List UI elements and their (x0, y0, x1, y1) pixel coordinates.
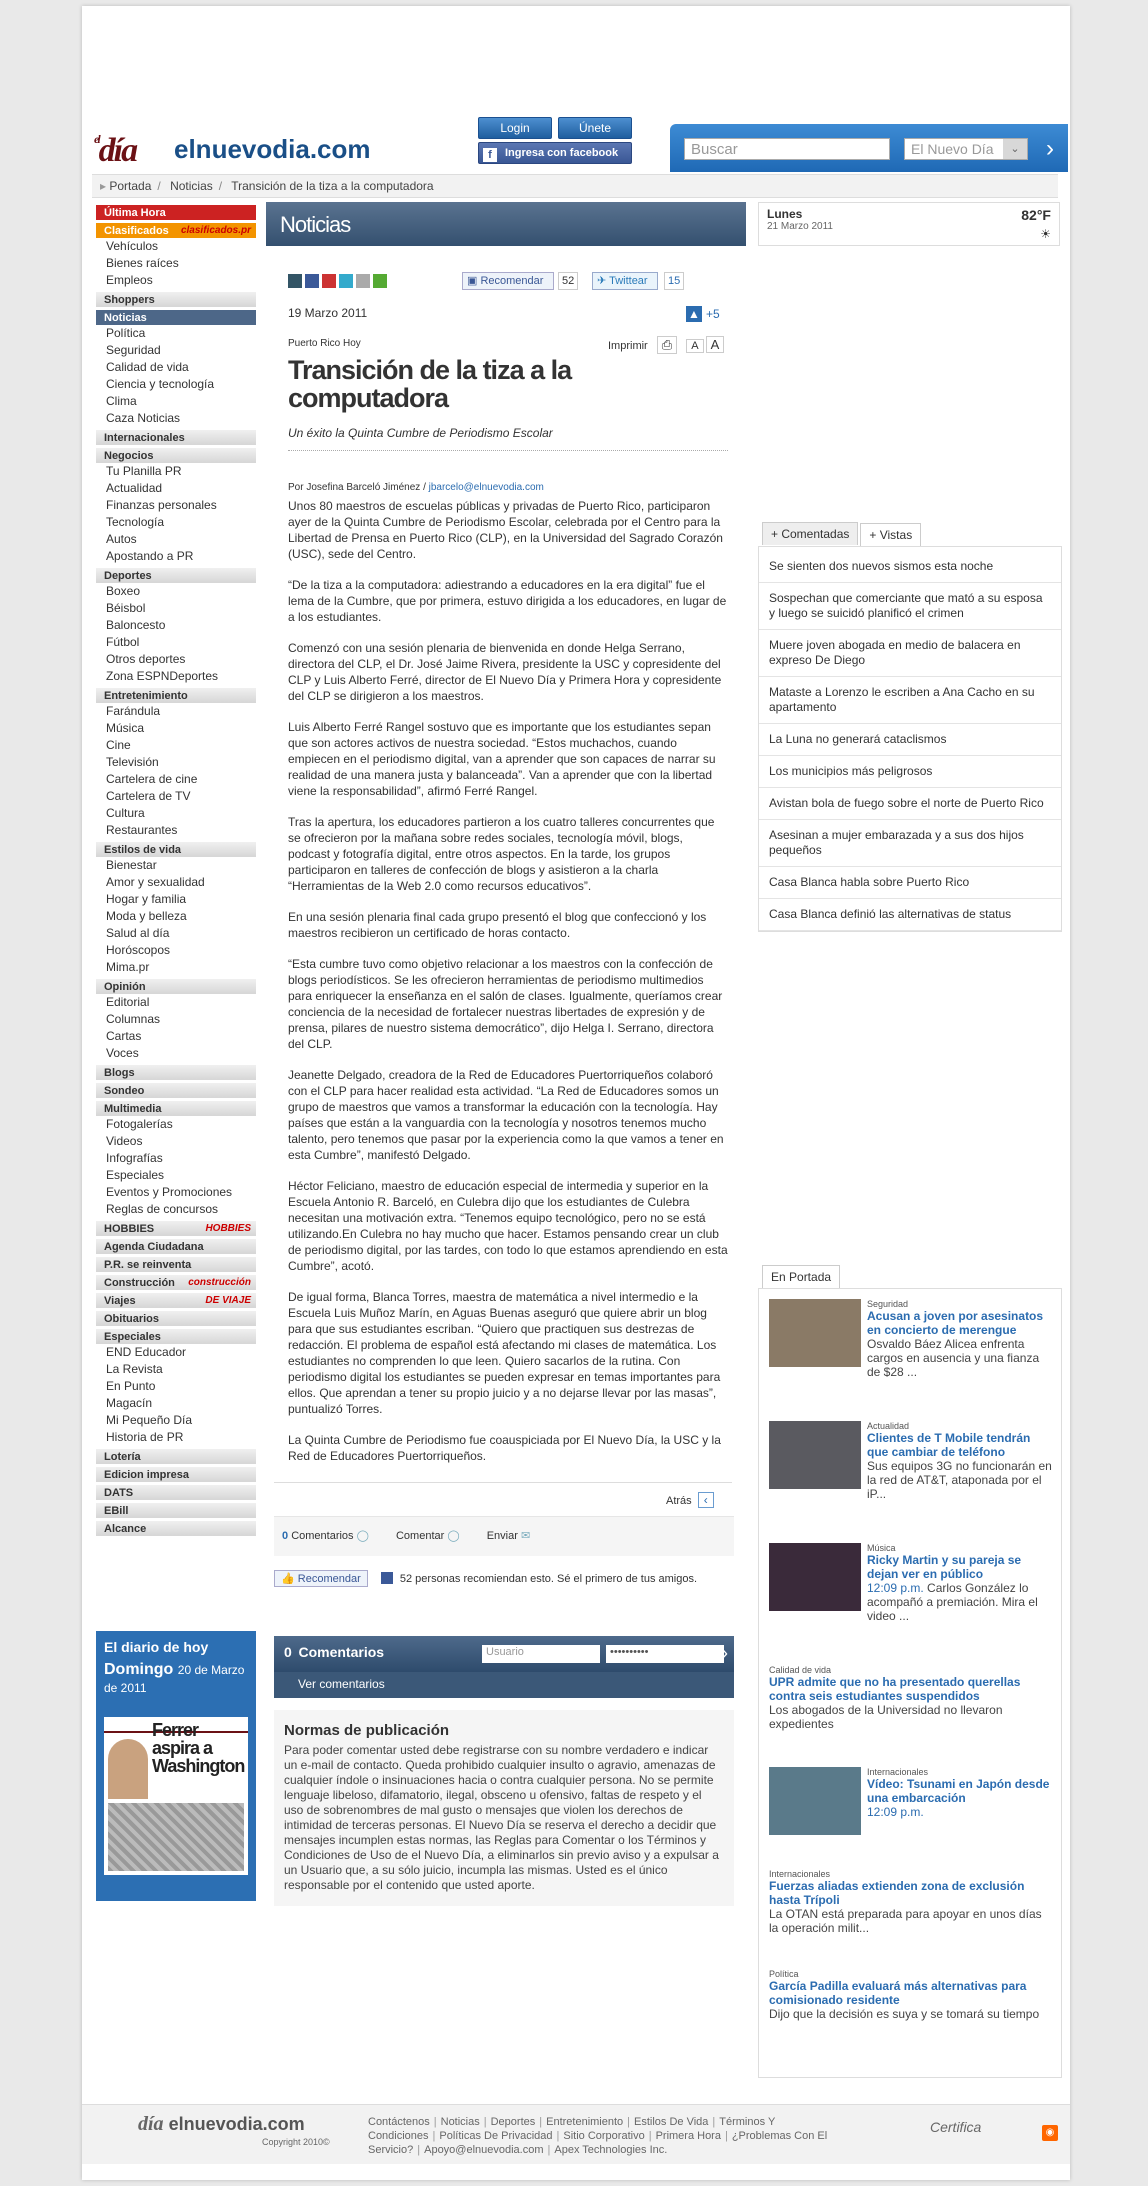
nav-section-13[interactable]: Internacionales (96, 429, 256, 445)
footer-link[interactable]: Estilos De Vida (634, 2116, 709, 2128)
story-thumbnail[interactable] (769, 1543, 861, 1611)
article-title: Transición de la tiza a la computadora (288, 355, 572, 413)
nav-item-46[interactable]: Editorial (106, 995, 150, 1009)
nav-section-74[interactable]: DATS (96, 1484, 256, 1500)
diario-de-hoy-widget[interactable] (96, 1631, 256, 1901)
nav-item-47[interactable]: Columnas (106, 1012, 161, 1026)
facebook-login-label: Ingresa con facebook (505, 147, 619, 159)
nav-item-53[interactable]: Fotogalerías (106, 1117, 173, 1131)
search-submit-icon[interactable]: › (1046, 135, 1054, 162)
article-paragraph: “De la tiza a la computadora: adiestrando a educadores en la era digital” fue el lema de la Cumbre, que por primera, estuvo dirigida a los educadores, en lugar de a los estudiantes. (288, 578, 727, 624)
nav-item-70[interactable]: Mi Pequeño Día (106, 1413, 193, 1427)
footer-link[interactable]: Términos Y Condiciones (368, 2116, 776, 2142)
article-paragraph: De igual forma, Blanca Torres, maestra de matemática a nivel intermedio e la Escuela Luis Muñoz Marín, en Aguas Buenas aseguró que quiere abrir un blog para que sus estudiantes escriban. “Quiero que practiquen sus destrezas de redacción. El problema de español está afectando mi clases de matemática. Los estudiantes no comprenden lo que leen. Quiero sacarlos de la rutina. Con periodismo digital los estudiantes se pueden expresar en temas importantes para ellos. Que aprendan a tener su propio juicio y a no dejarse llevar por las masas”, puntualizó Torres. (288, 1290, 721, 1416)
weather-sun-icon: ☀ (1040, 227, 1051, 241)
nav-section-51[interactable]: Sondeo (96, 1082, 256, 1098)
nav-item-15[interactable]: Tu Planilla PR (106, 464, 182, 478)
story-headline: García Padilla evaluará más alternativas para comisionado residente (769, 1979, 1027, 2007)
article-paragraph: Héctor Feliciano, maestro de educación especial de intermedia y superior en la Escuela Antonio R. Barceló, en Culebra dijo que los estudiantes de Culebra necesitan una motivación extra. “Tenemos equipo tecnológico, pero no se está utilizando.En Culebra no hay mucho que hacer. Estamos pensando crear un club de periodismo digital, por las tardes, con todo lo que estamos aprendiendo en esta Cumbre”, acotó. (288, 1179, 728, 1273)
story-thumbnail[interactable] (769, 1421, 861, 1489)
site-logo[interactable] (94, 128, 484, 168)
story-headline: Vídeo: Tsunami en Japón desde una embarcación (867, 1777, 1050, 1805)
nav-item-27[interactable]: Zona ESPNDeportes (106, 669, 219, 683)
nav-item-31[interactable]: Cine (106, 738, 131, 752)
story-time: 12:09 p.m. (867, 1805, 924, 1819)
divider (274, 1482, 732, 1483)
most-viewed-item[interactable]: Asesinan a mujer embarazada y a sus dos hijos pequeños (759, 820, 1061, 867)
most-viewed-item[interactable]: Sospechan que comerciante que mató a su esposa y luego se suicidó planificó el crimen (759, 583, 1061, 630)
search-input[interactable]: Buscar (684, 138, 890, 160)
like-icon: ▲ (686, 306, 702, 322)
nav-item-44[interactable]: Mima.pr (106, 960, 150, 974)
nav-item-67[interactable]: La Revista (106, 1362, 163, 1376)
byline: Por Josefina Barceló Jiménez / jbarcelo@elnuevodia.com (288, 482, 544, 493)
nav-item-66[interactable]: END Educador (106, 1345, 187, 1359)
facebook-share-icon[interactable] (305, 274, 319, 288)
footer-logo[interactable]: día elnuevodia.com (138, 2113, 305, 2135)
nav-item-22[interactable]: Boxeo (106, 584, 141, 598)
nav-item-55[interactable]: Infografías (106, 1151, 163, 1165)
delicious-icon[interactable] (288, 274, 302, 288)
breadcrumb-portada[interactable]: Portada (109, 179, 152, 193)
nav-item-3[interactable]: Bienes raíces (106, 256, 179, 270)
story-thumbnail[interactable] (769, 1299, 861, 1367)
breadcrumb-noticias[interactable]: Noticias (170, 179, 213, 193)
most-viewed-item[interactable]: Muere joven abogada en medio de balacera en expreso De Diego (759, 630, 1061, 677)
story-headline: UPR admite que no ha presentado querellas contra seis estudiantes suspendidos (769, 1675, 1021, 1703)
story-section: Política (769, 1969, 799, 1979)
footer-link[interactable]: Apex Technologies Inc. (554, 2144, 668, 2156)
story-summary (867, 1805, 1053, 1819)
article-paragraph: Jeanette Delgado, creadora de la Red de Educadores Puertorriqueños colaboró con el CLP para hacer realidad esta actividad. “La Red de Educadores somos un grupo de maestros que vamos a transformar la educación con la tecnología. Hay países que están a la vanguardia con la tecnología y nosotros tenemos mucho talento, pero tenemos que pasar por la experiencia como la que vamos a tener en esta Cumbre”, manifestó Delgado. (288, 1068, 724, 1162)
story-section: Actualidad (867, 1421, 910, 1431)
nav-item-69[interactable]: Magacín (106, 1396, 153, 1410)
print-link[interactable]: Imprimir (608, 340, 648, 352)
comentar-link[interactable]: Comentar ◯ (395, 1530, 460, 1542)
nav-item-20[interactable]: Apostando a PR (106, 549, 194, 563)
nav-item-43[interactable]: Horóscopos (106, 943, 171, 957)
nav-section-62[interactable]: Construcción construcción (96, 1274, 256, 1290)
nav-item-11[interactable]: Clima (106, 394, 137, 408)
certifica-logo: Certifica (930, 2119, 982, 2135)
share-icons (288, 274, 390, 288)
nav-item-38[interactable]: Bienestar (106, 858, 157, 872)
posting-rules (274, 1710, 734, 1906)
nav-item-7[interactable]: Política (106, 326, 146, 340)
most-viewed-item[interactable]: Casa Blanca definió las alternativas de status (759, 899, 1061, 931)
article-source: Puerto Rico Hoy (288, 338, 361, 349)
story-summary: Sus equipos 3G no funcionarán en la red de AT&T, ataponada por el iP... (867, 1459, 1052, 1501)
story-headline: Acusan a joven por asesinatos en concierto de merengue (867, 1309, 1044, 1337)
nav-section-61[interactable]: P.R. se reinventa (96, 1256, 256, 1272)
share-more-icon[interactable] (373, 274, 387, 288)
font-larger-button[interactable]: A (706, 336, 725, 353)
nav-item-68[interactable]: En Punto (106, 1379, 156, 1393)
print-icon[interactable]: ⎙ (657, 336, 677, 354)
section-header: Noticias (266, 202, 746, 246)
most-viewed-list (758, 546, 1062, 932)
nav-item-36[interactable]: Restaurantes (106, 823, 178, 837)
newspaper-cover-image[interactable] (104, 1717, 248, 1875)
diario-title: El diario de hoy (104, 1639, 209, 1655)
search-scope-select[interactable] (904, 138, 1028, 160)
login-button[interactable]: Login (478, 117, 552, 139)
nav-section-14[interactable]: Negocios (96, 447, 256, 463)
most-viewed-item[interactable]: Avistan bola de fuego sobre el norte de Puerto Rico (759, 788, 1061, 820)
footer-link[interactable]: Noticias (440, 2116, 480, 2128)
tab-vistas[interactable]: + Vistas (860, 523, 921, 546)
comments-count: 0 (284, 1644, 292, 1660)
article-paragraph: “Esta cumbre tuvo como objetivo relacionar a los maestros con la confección de blogs periodísticos. Se les ofrecieron herramientas de periodismo multimedios para enriquecer la enseñanza en el salón de clases. Igualmente, queríamos crear conciencia de la necesidad de fortalecer nuestras libertades de expresión y de prensa, pilares de nuestro sistema democrático”, dijo Helga I. Serrano, directora del CLP. (288, 957, 723, 1051)
nav-item-39[interactable]: Amor y sexualidad (106, 875, 205, 889)
nav-item-33[interactable]: Cartelera de cine (106, 772, 198, 786)
nav-item-24[interactable]: Baloncesto (106, 618, 166, 632)
story-headline: Ricky Martin y su pareja se dejan ver en público (867, 1553, 1022, 1581)
mail-icon: ✉ (520, 1530, 531, 1542)
back-button[interactable]: Atrás ‹ (666, 1492, 714, 1508)
nav-item-40[interactable]: Hogar y familia (106, 892, 187, 906)
article-date: 19 Marzo 2011 (288, 306, 368, 320)
nav-item-2[interactable]: Vehículos (106, 239, 159, 253)
nav-item-49[interactable]: Voces (106, 1046, 139, 1060)
nav-item-12[interactable]: Caza Noticias (106, 411, 181, 425)
nav-section-6[interactable]: Noticias (96, 309, 256, 325)
nav-badge: construcción (188, 1277, 251, 1288)
nav-item-9[interactable]: Calidad de vida (106, 360, 189, 374)
nav-item-71[interactable]: Historia de PR (106, 1430, 184, 1444)
article-paragraph: En una sesión plenaria final cada grupo presentó el blog que confeccionó y los maestros recibieron un certificado de horas contacto. (288, 910, 707, 940)
nav-item-8[interactable]: Seguridad (106, 343, 161, 357)
breadcrumb-current: Transición de la tiza a la computadora (231, 179, 434, 193)
author-email[interactable]: jbarcelo@elnuevodia.com (428, 482, 544, 493)
google-icon[interactable] (322, 274, 336, 288)
comment-bubble-icon: ◯ (447, 1530, 460, 1542)
logo-mark: $^{el}$día (94, 132, 137, 169)
nav-item-23[interactable]: Béisbol (106, 601, 146, 615)
nav-badge: DE VIAJE (205, 1295, 251, 1306)
back-arrow-icon: ‹ (698, 1492, 714, 1508)
nav-section-63[interactable]: Viajes DE VIAJE (96, 1292, 256, 1308)
nav-item-57[interactable]: Eventos y Promociones (106, 1185, 233, 1199)
footer-link[interactable]: ¿Problemas Con El Servicio? (368, 2130, 828, 2156)
username-input[interactable]: Usuario (482, 1645, 600, 1663)
nav-section-0[interactable]: Última Hora (96, 204, 256, 220)
most-viewed-item[interactable]: Mataste a Lorenzo le escriben a Ana Cacho en su apartamento (759, 677, 1061, 724)
footer-link[interactable]: Primera Hora (655, 2130, 721, 2142)
article-paragraph: Unos 80 maestros de escuelas públicas y privadas de Puerto Rico, participaron ayer de la Quinta Cumbre de Periodismo Escolar, celebrada por el Centro para la Libertad de Prensa en Puerto Rico (CLP), en la Universidad del Sagrado Corazón (USC), sede del Centro. (288, 499, 723, 561)
facebook-count: 52 (558, 272, 578, 290)
weather-date: 21 Marzo 2011 (767, 221, 833, 232)
story-thumbnail[interactable] (769, 1767, 861, 1835)
footer-links: Contáctenos | Noticias | Deportes | Entretenimiento | Estilos De Vida | Términos Y Condiciones | Políticas De Privacidad | Sitio Corporativo | Primera Hora | ¿Problemas Con El Servicio? | Apoyo@elnuevodia.com | Apex Technologies Inc. (368, 2116, 828, 2156)
nav-section-65[interactable]: Especiales (96, 1328, 256, 1344)
portada-panel (758, 1288, 1062, 2078)
logo-text: elnuevodia.com (174, 134, 371, 164)
footer-link[interactable]: Entretenimiento (546, 2116, 624, 2128)
chevron-down-icon: ⌄ (1003, 139, 1027, 159)
footer-link[interactable]: Contáctenos (368, 2116, 430, 2128)
footer-link[interactable]: Políticas De Privacidad (439, 2130, 553, 2142)
nav-item-58[interactable]: Reglas de concursos (106, 1202, 219, 1216)
weather-day: Lunes (767, 207, 803, 221)
nav-section-72[interactable]: Lotería (96, 1448, 256, 1464)
enviar-link[interactable]: Enviar ✉ (486, 1530, 531, 1542)
nav-item-32[interactable]: Televisión (106, 755, 159, 769)
tab-en-portada[interactable]: En Portada (762, 1265, 840, 1288)
story-summary: Dijo que la decisión es suya y se tomará su tiempo (769, 2007, 1040, 2021)
copyright: Copyright 2010© (262, 2137, 330, 2147)
story-summary: Los abogados de la Universidad no llevaron expedientes (769, 1703, 1003, 1731)
recommend-button[interactable]: 👍 Recomendar (274, 1570, 368, 1587)
nav-section-52[interactable]: Multimedia (96, 1100, 256, 1116)
nav-section-1[interactable]: Clasificados clasificados.pr (96, 222, 256, 238)
nav-item-26[interactable]: Otros deportes (106, 652, 186, 666)
nav-item-17[interactable]: Finanzas personales (106, 498, 217, 512)
posting-rules-title: Normas de publicación (284, 1722, 450, 1739)
facebook-icon (381, 1572, 393, 1584)
nav-section-76[interactable]: Alcance (96, 1520, 256, 1536)
story-headline: Clientes de T Mobile tendrán que cambiar de teléfono (867, 1431, 1031, 1459)
nav-item-25[interactable]: Fútbol (106, 635, 140, 649)
weather-temp: 82°F (1021, 207, 1051, 223)
nav-section-50[interactable]: Blogs (96, 1064, 256, 1080)
article-paragraph: Luis Alberto Ferré Rangel sostuvo que es importante que los estudiantes sepan que son actores activos de nuestra sociedad. “Estos muchachos, cuando empiecen en el periodismo digital, van a aprender que son capaces de narrar su realidad de una manera justa y balanceada”. Van a aprender que con la libertad viene la responsabilidad”, afirmó Ferré Rangel. (288, 720, 716, 798)
plus-one-button[interactable]: ▲ +5 (686, 306, 720, 322)
page (82, 6, 1070, 2180)
nav-item-35[interactable]: Cultura (106, 806, 145, 820)
footer-link[interactable]: Sitio Corporativo (563, 2130, 645, 2142)
nav-item-4[interactable]: Empleos (106, 273, 153, 287)
article-paragraph: La Quinta Cumbre de Periodismo fue coauspiciada por El Nuevo Día, la USC y la Red de Educadores Puertorriqueños. (288, 1433, 721, 1463)
story-headline: Fuerzas aliadas extienden zona de exclusión hasta Trípoli (769, 1879, 1025, 1907)
story-section: Seguridad (867, 1299, 909, 1309)
cover-headline: Ferrer aspira a Washington (152, 1720, 245, 1776)
nav-item-41[interactable]: Moda y belleza (106, 909, 187, 923)
nav-badge: HOBBIES (205, 1223, 251, 1234)
left-nav (96, 202, 256, 1536)
footer (82, 2104, 1070, 2164)
facebook-icon: f (483, 148, 497, 162)
story-section: Internacionales (769, 1869, 831, 1879)
login-arrow-icon[interactable]: › (722, 1643, 728, 1663)
most-viewed-item[interactable]: Los municipios más peligrosos (759, 756, 1061, 788)
most-viewed-item[interactable]: Casa Blanca habla sobre Puerto Rico (759, 867, 1061, 899)
nav-section-75[interactable]: EBill (96, 1502, 256, 1518)
article-subtitle: Un éxito la Quinta Cumbre de Periodismo Escolar (288, 426, 553, 440)
nav-item-56[interactable]: Especiales (106, 1168, 165, 1182)
article-column (266, 202, 746, 1892)
nav-item-18[interactable]: Tecnología (106, 515, 165, 529)
nav-section-59[interactable]: HOBBIES HOBBIES (96, 1220, 256, 1236)
nav-section-28[interactable]: Entretenimiento (96, 687, 256, 703)
story-section: Calidad de vida (769, 1665, 832, 1675)
nav-section-60[interactable]: Agenda Ciudadana (96, 1238, 256, 1254)
recommend-row (274, 1570, 734, 1587)
article-paragraph: Tras la apertura, los educadores partieron a los cuatro talleres concurrentes que se ofrecieron por la mañana sobre redes sociales, tecnología móvil, blogs, podcast y fotografía digital, entre otros aspectos. En la tarde, los grupos participaron en talleres de confección de blogs y asistieron a la charla “Herramientas de la Web 2.0 como recursos educativos”. (288, 815, 715, 893)
posting-rules-text: Para poder comentar usted debe registrarse con su nombre verdadero e indicar un e-mail de contacto. Queda prohibido cualquier insulto o agravio, amenazas de cualquier índole o insinuaciones hacia o contra cualquier persona. No se permite lenguaje libeloso, difamatorio, ilegal, obsceno u ofensivo, faltas de respeto y el uso de sobrenombres de mal gusto o mensajes que violen los derechos de intimidad de terceras personas. El Nuevo Día se reserva el derecho a decidir que mensajes incumplen estas normas, las Reglas para Comentar o los Términos y Condiciones de Uso de el Nuevo Día, a eliminarlos sin previo aviso y a expulsar a un Usuario que, a su sólo juicio, incumpla las mismas. Usted es el único responsable por el contenido que usted aporte. (284, 1743, 719, 1892)
nav-section-45[interactable]: Opinión (96, 978, 256, 994)
facebook-recommend-button[interactable]: ▣ Recomendar (462, 272, 554, 290)
digg-icon[interactable] (356, 274, 370, 288)
most-viewed-item[interactable]: Se sienten dos nuevos sismos esta noche (759, 551, 1061, 583)
font-smaller-button[interactable]: A (686, 339, 703, 353)
nav-item-16[interactable]: Actualidad (106, 481, 163, 495)
article-actions (274, 1516, 734, 1556)
article-paragraph: Comenzó con una sesión plenaria de bienvenida en donde Helga Serrano, directora del CLP, el Dr. José Jaime Rivera, presidente la USC y copresidente del CLP y Luis Alberto Ferré, director de El Nuevo Día y Primera Hora y copresidente del CLP se dirigieron a los maestros. (288, 641, 722, 703)
story-time: 12:09 p.m. (867, 1581, 924, 1595)
facebook-login-button[interactable] (478, 142, 632, 164)
rss-icon[interactable]: ◉ (1042, 2125, 1058, 2141)
nav-section-73[interactable]: Edicion impresa (96, 1466, 256, 1482)
print-tools (608, 336, 724, 354)
nav-item-48[interactable]: Cartas (106, 1029, 142, 1043)
twitter-button[interactable]: ✈ Twittear (592, 272, 658, 290)
article-body (288, 498, 728, 1479)
breadcrumb: ▸ Portada / Noticias / Transición de la tiza a la computadora (92, 174, 1058, 198)
story-summary: La OTAN está preparada para apoyar en unos días la operación milit... (769, 1907, 1042, 1935)
twitter-share-icon[interactable] (339, 274, 353, 288)
comments-link[interactable]: 0 Comentarios ◯ (282, 1530, 369, 1542)
signup-button[interactable]: Únete (558, 117, 632, 139)
ver-comentarios-link[interactable]: Ver comentarios (274, 1672, 734, 1698)
footer-link[interactable]: Deportes (490, 2116, 536, 2128)
nav-item-54[interactable]: Videos (106, 1134, 143, 1148)
weather-widget (758, 202, 1060, 246)
nav-section-64[interactable]: Obituarios (96, 1310, 256, 1326)
nav-section-21[interactable]: Deportes (96, 567, 256, 583)
portada-tabs (762, 1264, 1066, 1287)
story-summary: Osvaldo Báez Alicea enfrenta cargos en ausencia y una fianza de $28 ... (867, 1337, 1040, 1379)
most-tabs (762, 522, 1064, 545)
search-scope-value: El Nuevo Día (911, 141, 994, 157)
password-input[interactable]: •••••••••• (606, 1645, 724, 1663)
tab-comentadas[interactable]: + Comentadas (762, 522, 858, 545)
story-section: Música (867, 1543, 896, 1553)
comment-bubble-icon: ◯ (356, 1530, 369, 1542)
divider (288, 450, 728, 451)
nav-item-29[interactable]: Farándula (106, 704, 161, 718)
nav-item-10[interactable]: Ciencia y tecnología (106, 377, 215, 391)
search-bar (670, 124, 1068, 172)
nav-item-42[interactable]: Salud al día (106, 926, 170, 940)
comments-bar (274, 1636, 734, 1672)
story-section: Internacionales (867, 1767, 929, 1777)
most-viewed-item[interactable]: La Luna no generará cataclismos (759, 724, 1061, 756)
story-summary: 12:09 p.m. Carlos González lo acompañó a premiación. Mira el video ... (867, 1581, 1038, 1623)
nav-item-19[interactable]: Autos (106, 532, 137, 546)
nav-section-37[interactable]: Estilos de vida (96, 841, 256, 857)
diario-date: Domingo 20 de Marzo de 2011 (104, 1661, 245, 1695)
nav-item-30[interactable]: Música (106, 721, 145, 735)
recommend-text: 52 personas recomiendan esto. Sé el primero de tus amigos. (399, 1573, 698, 1585)
footer-link[interactable]: Apoyo@elnuevodia.com (424, 2144, 544, 2156)
nav-badge: clasificados.pr (180, 225, 251, 236)
twitter-count: 15 (664, 272, 684, 290)
comments-title: Comentarios (298, 1644, 385, 1660)
nav-item-34[interactable]: Cartelera de TV (106, 789, 191, 803)
nav-section-5[interactable]: Shoppers (96, 291, 256, 307)
